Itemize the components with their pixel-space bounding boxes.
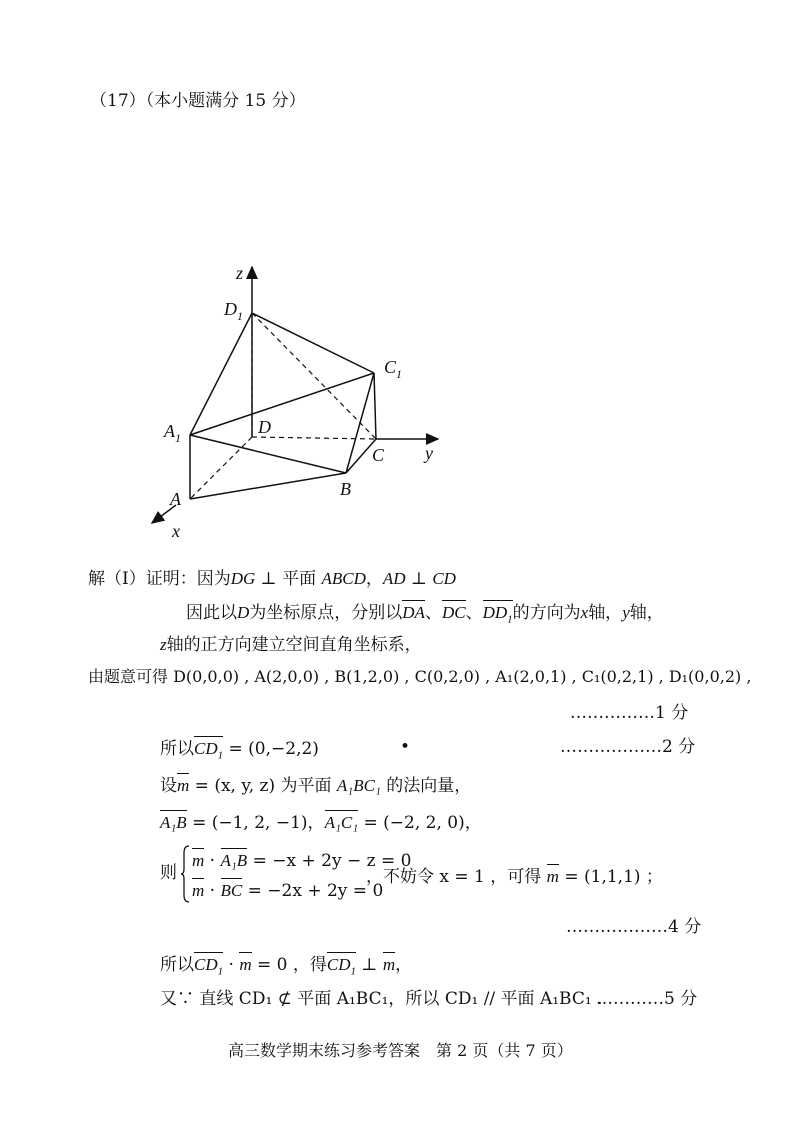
score-2: ………………2 分 (560, 737, 696, 757)
label-A1: $A_1$ (164, 421, 181, 445)
solution-line-10: 所以$CD_1 \cdot m = 0$ ，得$CD_1$ ⊥ m， (160, 952, 412, 982)
score-1: ……………1 分 (570, 703, 689, 723)
solution-line-3: z轴的正方向建立空间直角坐标系， (160, 635, 422, 655)
equation-brace (180, 845, 190, 903)
score-4: ………………4 分 (566, 917, 702, 937)
equation-2: m · BC = −2x + 2y = 0 (192, 878, 383, 902)
solution-line-1: 解（Ⅰ）证明：因为DG ⊥ 平面 ABCD，AD ⊥ CD (88, 569, 456, 589)
then-label: 则 (160, 863, 177, 883)
problem-header: （17）（本小题满分 15 分） (90, 91, 306, 111)
label-D: D (258, 417, 271, 437)
label-B: B (340, 479, 351, 499)
label-C: C (372, 445, 385, 465)
label-C1: $C_1$ (384, 357, 403, 381)
solution-line-6: 设m = (x, y, z) 为平面 A₁BC₁ 的法向量， (160, 773, 471, 797)
geometry-figure (140, 255, 460, 545)
label-x: x (172, 521, 180, 541)
label-y: y (425, 443, 433, 463)
page-footer: 高三数学期末练习参考答案 第 2 页（共 7 页） (228, 1041, 573, 1060)
solution-line-7: A₁B = (−1, 2, −1)，A₁C₁ = (−2, 2, 0)， (160, 810, 482, 834)
score-5: …………5 分 (596, 989, 698, 1009)
equation-1: m · A₁B = −x + 2y − z = 0 (192, 848, 411, 872)
stray-dot: • (400, 737, 411, 757)
solution-line-2: 因此以D为坐标原点，分别以DA、DC、$DD_1$的方向为x轴，y轴， (186, 600, 664, 630)
label-D1: $D_1$ (224, 299, 243, 323)
label-z: z (236, 263, 244, 283)
equation-conclusion: ，不妨令 x = 1 ，可得 m = (1,1,1) ； (366, 864, 663, 888)
solution-line-4: 由题意可得 D(0,0,0) , A(2,0,0) , B(1,2,0) , C(0,2,0) , A₁(2,0,1) , C₁(0,2,1) , D₁(0,0,2) , (88, 667, 752, 686)
solution-line-5: 所以$CD_1 = (0,-2,2)$ (160, 736, 319, 766)
solution-line-11: 又∵ 直线 CD₁ ⊄ 平面 A₁BC₁，所以 CD₁ // 平面 A₁BC₁ . (160, 989, 603, 1009)
label-A: A (170, 489, 181, 509)
